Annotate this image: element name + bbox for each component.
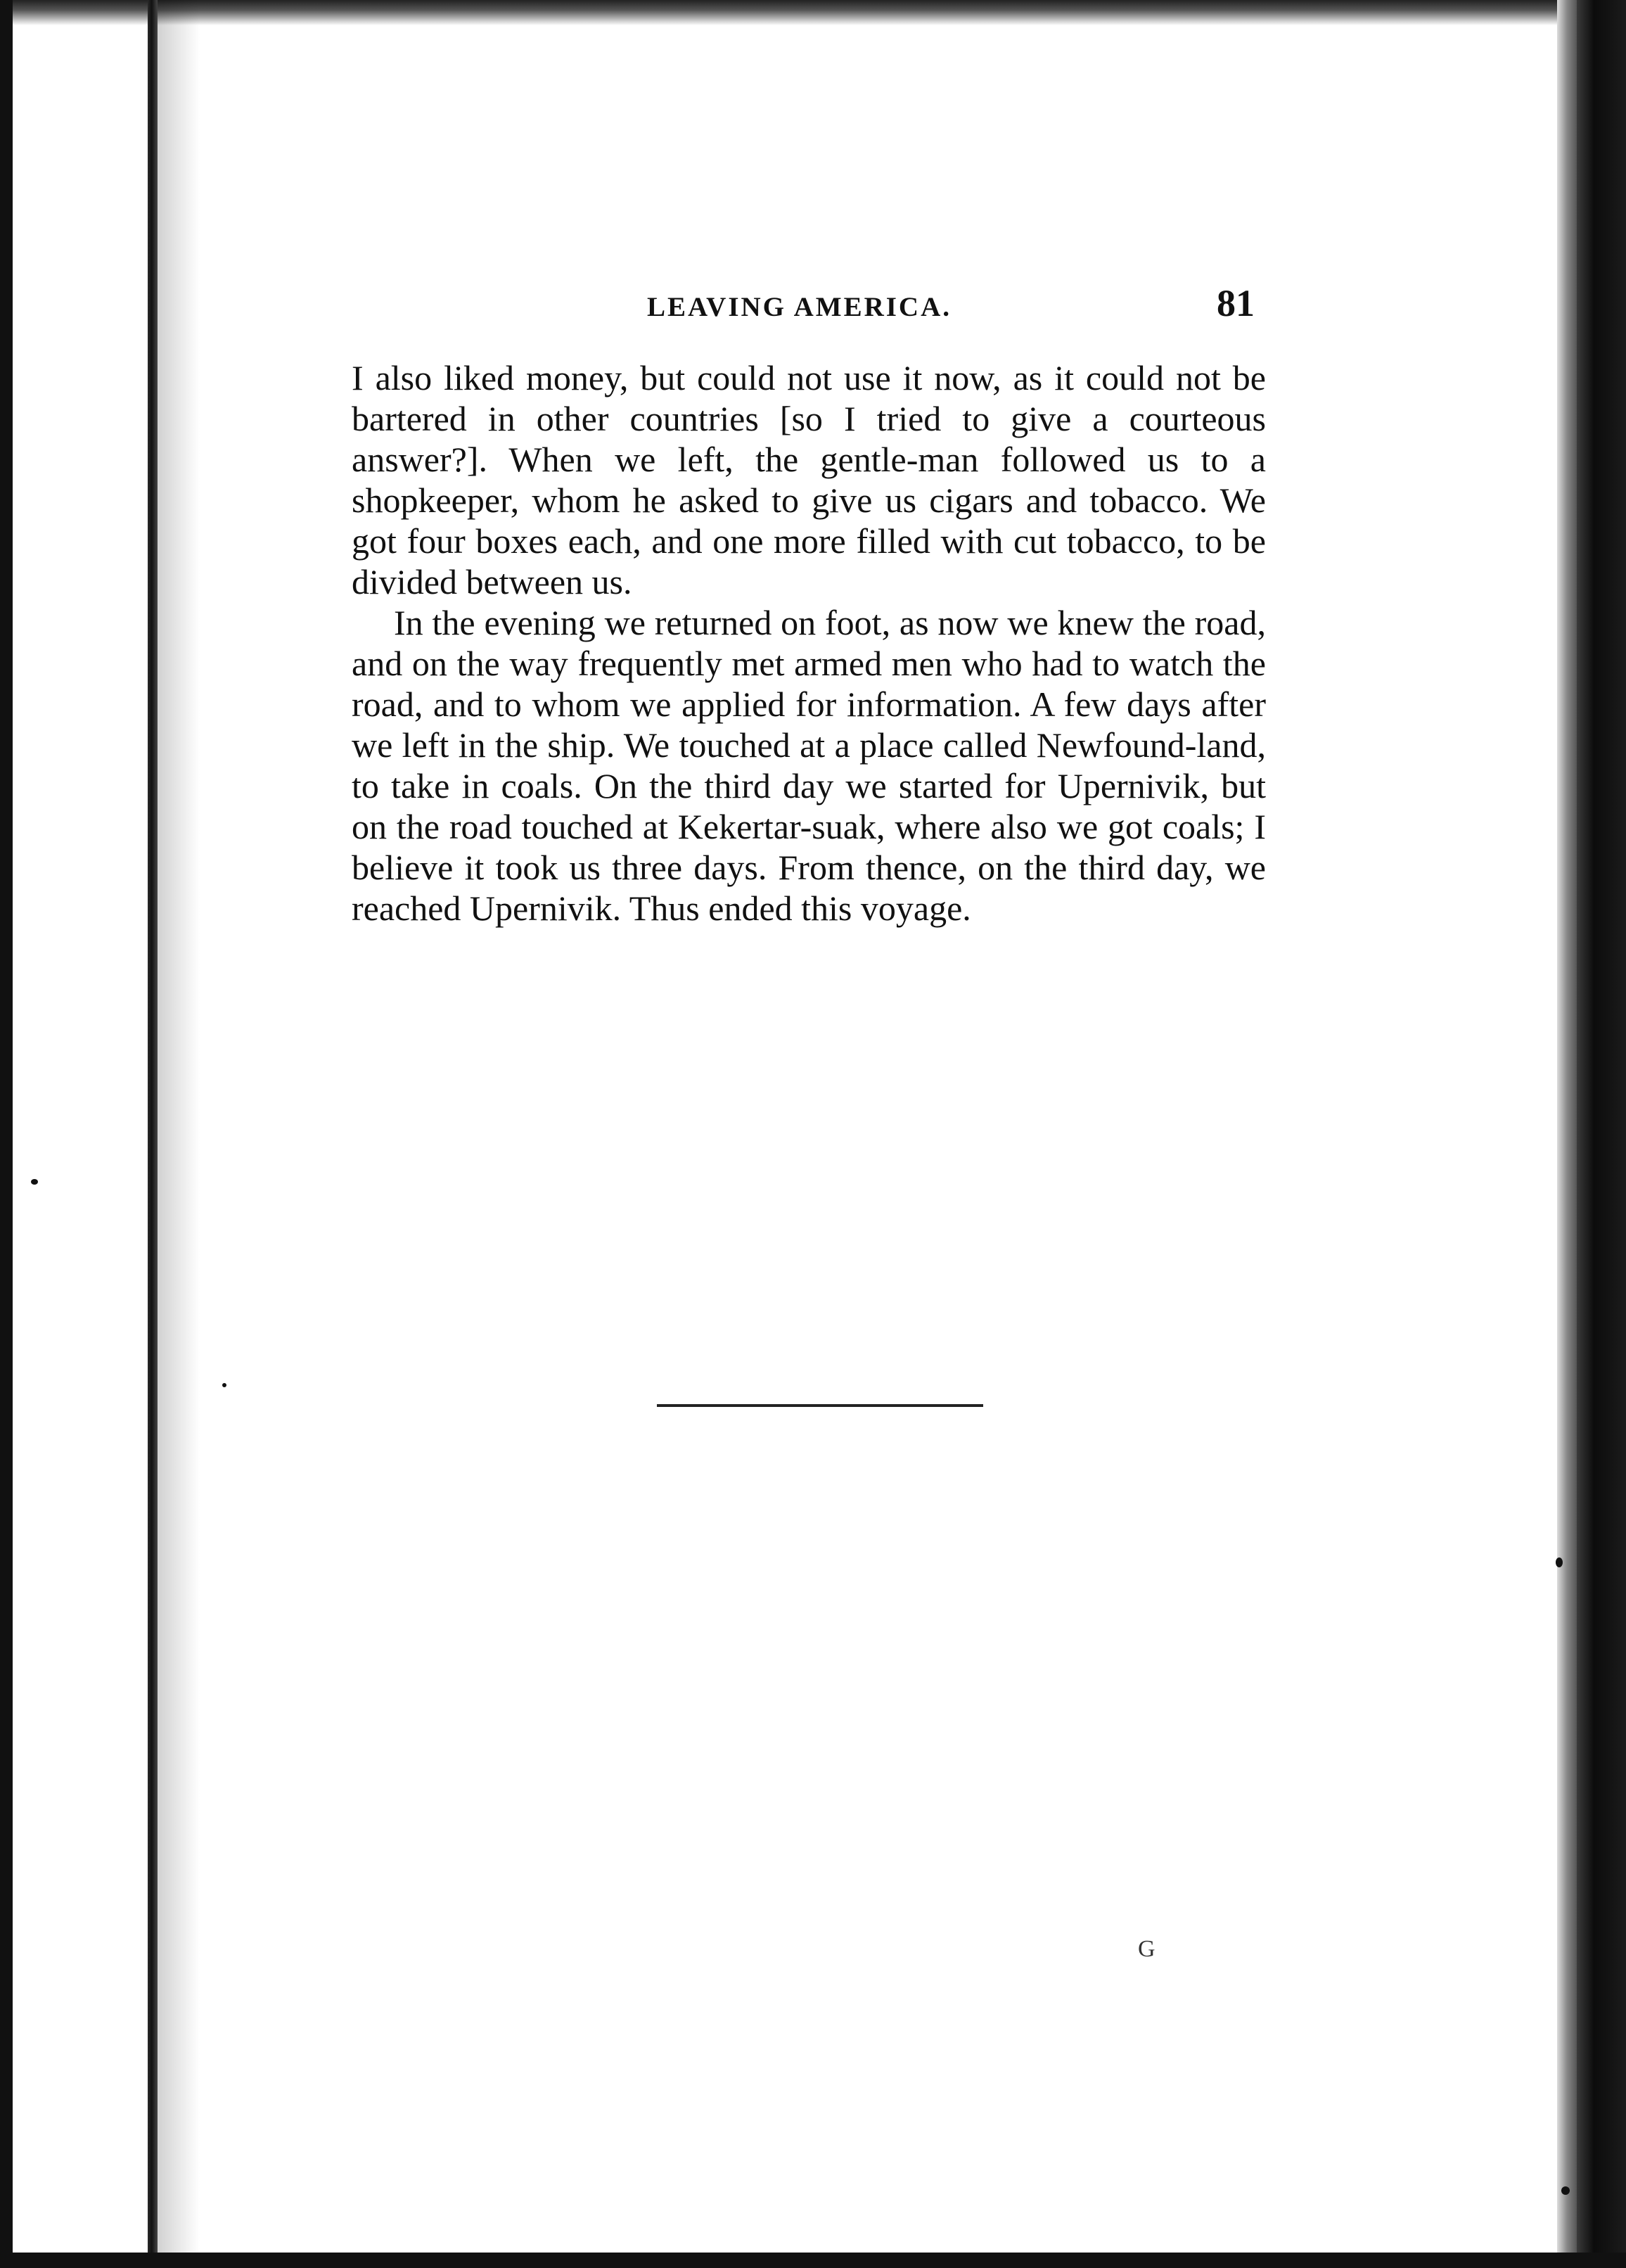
running-head: LEAVING AMERICA. xyxy=(647,292,952,322)
paragraph: I also liked money, but could not use it now, as it could not be bartered in other countries [so I tried to give a courteous answer?]. When we left, the gentle-man followed us to a shopkeeper, whom he asked to give us cigars and tobacco. We got four boxes each, and one more filled with cut tobacco, to be divided between us. xyxy=(352,358,1266,601)
gutter-shadow xyxy=(158,0,200,2268)
left-scan-edge xyxy=(0,0,13,2268)
paragraph: In the evening we returned on foot, as now we knew the road, and on the way frequently met armed men who had to watch the road, and to whom we applied for information. A few days after we left in the ship. We touched at a place called Newfound-land, to take in coals. On the third day we started for Upernivik, but on the road touched at Kekertar-suak, where also we got coals; I believe it took us three days. From thence, on the third day, we reached Upernivik. Thus ended this voyage. xyxy=(352,603,1266,928)
page-header xyxy=(352,281,1266,331)
dust-speck xyxy=(222,1383,226,1387)
dust-speck xyxy=(1561,2186,1570,2195)
right-cover-edge xyxy=(1577,0,1626,2268)
page-number: 81 xyxy=(1217,282,1255,324)
dust-speck xyxy=(31,1179,38,1185)
top-scan-edge xyxy=(0,0,1626,25)
dust-speck xyxy=(1556,1557,1563,1567)
bottom-scan-edge xyxy=(0,2253,1626,2268)
page-edge xyxy=(1557,0,1577,2268)
printer-signature-mark: G xyxy=(1138,1936,1156,1962)
book-gutter xyxy=(148,0,158,2268)
chapter-end-rule xyxy=(657,1404,983,1407)
body-text xyxy=(352,357,1266,929)
